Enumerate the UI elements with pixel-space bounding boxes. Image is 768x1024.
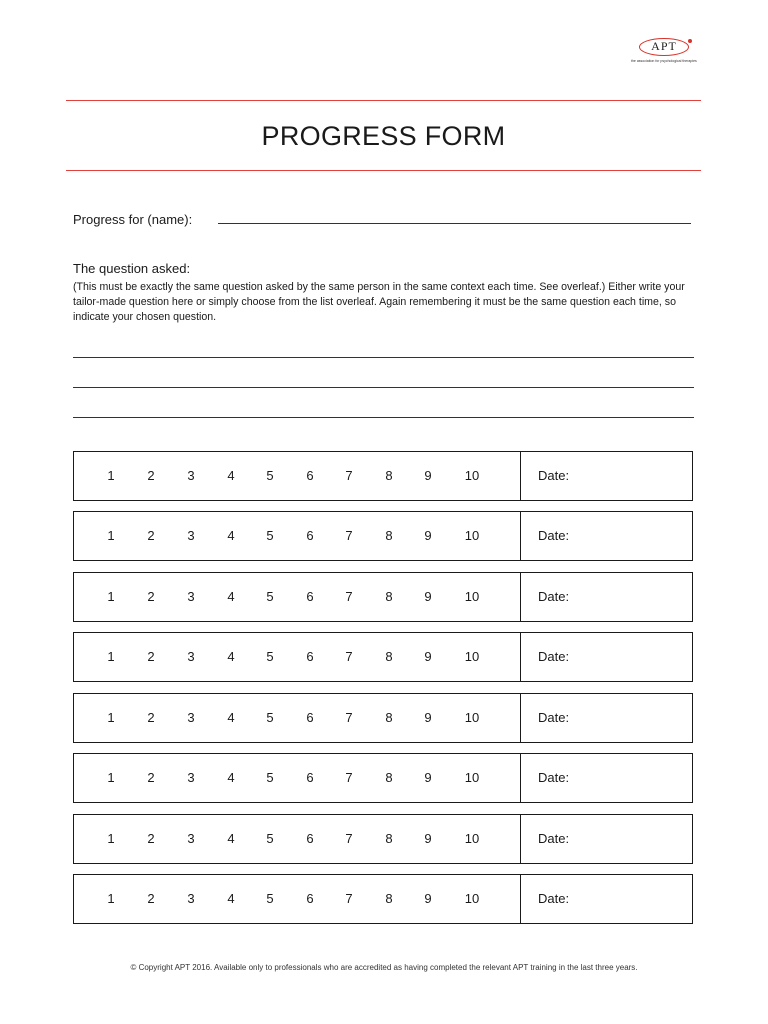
rating-option-7[interactable]: 7 (345, 891, 353, 906)
rating-option-4[interactable]: 4 (227, 528, 235, 543)
rating-option-3[interactable]: 3 (187, 831, 195, 846)
date-label: Date: (538, 468, 570, 483)
rating-row (73, 814, 693, 864)
question-answer-line-1[interactable] (73, 357, 694, 358)
question-answer-line-2[interactable] (73, 387, 694, 388)
rating-scale (74, 694, 521, 742)
rating-option-4[interactable]: 4 (227, 710, 235, 725)
rating-option-8[interactable]: 8 (385, 770, 393, 785)
rating-option-10[interactable]: 10 (464, 710, 480, 725)
rating-option-6[interactable]: 6 (306, 891, 314, 906)
rating-option-8[interactable]: 8 (385, 891, 393, 906)
rating-option-4[interactable]: 4 (227, 770, 235, 785)
rating-option-7[interactable]: 7 (345, 468, 353, 483)
rating-option-4[interactable]: 4 (227, 468, 235, 483)
rating-option-8[interactable]: 8 (385, 710, 393, 725)
rating-row (73, 572, 693, 622)
rating-option-3[interactable]: 3 (187, 770, 195, 785)
rating-option-1[interactable]: 1 (107, 649, 115, 664)
rating-row (73, 451, 693, 501)
rating-option-4[interactable]: 4 (227, 891, 235, 906)
date-label: Date: (538, 589, 570, 604)
rating-option-9[interactable]: 9 (424, 710, 432, 725)
rating-option-10[interactable]: 10 (464, 528, 480, 543)
rating-option-9[interactable]: 9 (424, 468, 432, 483)
rating-option-5[interactable]: 5 (266, 589, 274, 604)
rating-scale (74, 573, 521, 621)
rating-option-5[interactable]: 5 (266, 710, 274, 725)
logo-dot (688, 39, 692, 43)
rating-option-7[interactable]: 7 (345, 710, 353, 725)
rating-option-6[interactable]: 6 (306, 831, 314, 846)
rating-option-8[interactable]: 8 (385, 831, 393, 846)
rating-scale (74, 815, 521, 863)
rating-option-4[interactable]: 4 (227, 589, 235, 604)
rating-row (73, 753, 693, 803)
date-label: Date: (538, 528, 570, 543)
rating-scale (74, 754, 521, 802)
rating-option-5[interactable]: 5 (266, 528, 274, 543)
top-red-rule (66, 100, 701, 101)
rating-option-8[interactable]: 8 (385, 528, 393, 543)
date-cell[interactable] (521, 633, 692, 681)
date-label: Date: (538, 710, 570, 725)
rating-option-10[interactable]: 10 (464, 770, 480, 785)
logo-text: APT (651, 39, 677, 53)
rating-option-2[interactable]: 2 (147, 468, 155, 483)
rating-option-1[interactable]: 1 (107, 831, 115, 846)
date-cell[interactable] (521, 694, 692, 742)
rating-option-10[interactable]: 10 (464, 649, 480, 664)
rating-option-1[interactable]: 1 (107, 589, 115, 604)
rating-option-7[interactable]: 7 (345, 589, 353, 604)
rating-option-9[interactable]: 9 (424, 649, 432, 664)
rating-option-5[interactable]: 5 (266, 770, 274, 785)
rating-option-3[interactable]: 3 (187, 891, 195, 906)
date-cell[interactable] (521, 452, 692, 500)
rating-option-3[interactable]: 3 (187, 710, 195, 725)
rating-option-1[interactable]: 1 (107, 891, 115, 906)
rating-option-1[interactable]: 1 (107, 528, 115, 543)
rating-option-2[interactable]: 2 (147, 649, 155, 664)
apt-logo (631, 38, 703, 66)
rating-row (73, 511, 693, 561)
rating-scale (74, 875, 521, 923)
rating-option-10[interactable]: 10 (464, 831, 480, 846)
rating-row (73, 874, 693, 924)
rating-option-8[interactable]: 8 (385, 468, 393, 483)
rating-option-6[interactable]: 6 (306, 468, 314, 483)
rating-option-1[interactable]: 1 (107, 770, 115, 785)
rating-option-8[interactable]: 8 (385, 649, 393, 664)
rating-option-7[interactable]: 7 (345, 831, 353, 846)
date-label: Date: (538, 649, 570, 664)
rating-option-3[interactable]: 3 (187, 528, 195, 543)
bottom-red-rule (66, 170, 701, 171)
question-heading: The question asked: (73, 261, 191, 276)
rating-option-2[interactable]: 2 (147, 831, 155, 846)
page-title: PROGRESS FORM (261, 121, 506, 151)
rating-option-9[interactable]: 9 (424, 831, 432, 846)
date-cell[interactable] (521, 512, 692, 560)
rating-option-3[interactable]: 3 (187, 649, 195, 664)
rating-option-4[interactable]: 4 (227, 649, 235, 664)
question-answer-line-3[interactable] (73, 417, 694, 418)
date-cell[interactable] (521, 754, 692, 802)
date-cell[interactable] (521, 815, 692, 863)
copyright-footer: © Copyright APT 2016. Available only to professionals who are accredited as having completed the relevant APT training in the last three years. (130, 963, 638, 972)
rating-option-2[interactable]: 2 (147, 528, 155, 543)
rating-option-2[interactable]: 2 (147, 589, 155, 604)
rating-scale (74, 633, 521, 681)
rating-option-9[interactable]: 9 (424, 589, 432, 604)
rating-option-7[interactable]: 7 (345, 770, 353, 785)
name-field-line[interactable] (218, 223, 691, 224)
rating-row (73, 632, 693, 682)
rating-option-7[interactable]: 7 (345, 649, 353, 664)
rating-option-9[interactable]: 9 (424, 528, 432, 543)
rating-option-8[interactable]: 8 (385, 589, 393, 604)
rating-option-9[interactable]: 9 (424, 770, 432, 785)
rating-option-10[interactable]: 10 (464, 589, 480, 604)
logo-tagline: the association for psychological therapies (631, 59, 697, 63)
rating-option-7[interactable]: 7 (345, 528, 353, 543)
rating-option-6[interactable]: 6 (306, 528, 314, 543)
date-cell[interactable] (521, 573, 692, 621)
date-label: Date: (538, 891, 570, 906)
rating-scale (74, 452, 521, 500)
rating-option-9[interactable]: 9 (424, 891, 432, 906)
rating-option-2[interactable]: 2 (147, 891, 155, 906)
rating-option-1[interactable]: 1 (107, 710, 115, 725)
rating-option-2[interactable]: 2 (147, 710, 155, 725)
rating-option-10[interactable]: 10 (464, 468, 480, 483)
rating-option-6[interactable]: 6 (306, 589, 314, 604)
rating-option-5[interactable]: 5 (266, 831, 274, 846)
rating-option-10[interactable]: 10 (464, 891, 480, 906)
date-label: Date: (538, 770, 570, 785)
rating-scale (74, 512, 521, 560)
rating-row (73, 693, 693, 743)
date-label: Date: (538, 831, 570, 846)
rating-option-6[interactable]: 6 (306, 770, 314, 785)
rating-option-3[interactable]: 3 (187, 589, 195, 604)
rating-option-5[interactable]: 5 (266, 649, 274, 664)
question-note: (This must be exactly the same question asked by the same person in the same context each time. See overleaf.) Either write your tailor-made question here or simply choose from the list overleaf. Again remembering it must be the same question each time, so indicate your chosen question. (73, 281, 685, 323)
rating-option-3[interactable]: 3 (187, 468, 195, 483)
rating-option-2[interactable]: 2 (147, 770, 155, 785)
rating-option-4[interactable]: 4 (227, 831, 235, 846)
rating-option-1[interactable]: 1 (107, 468, 115, 483)
rating-option-6[interactable]: 6 (306, 649, 314, 664)
rating-option-5[interactable]: 5 (266, 468, 274, 483)
rating-option-6[interactable]: 6 (306, 710, 314, 725)
rating-option-5[interactable]: 5 (266, 891, 274, 906)
progress-for-label: Progress for (name): (73, 212, 193, 227)
date-cell[interactable] (521, 875, 692, 923)
